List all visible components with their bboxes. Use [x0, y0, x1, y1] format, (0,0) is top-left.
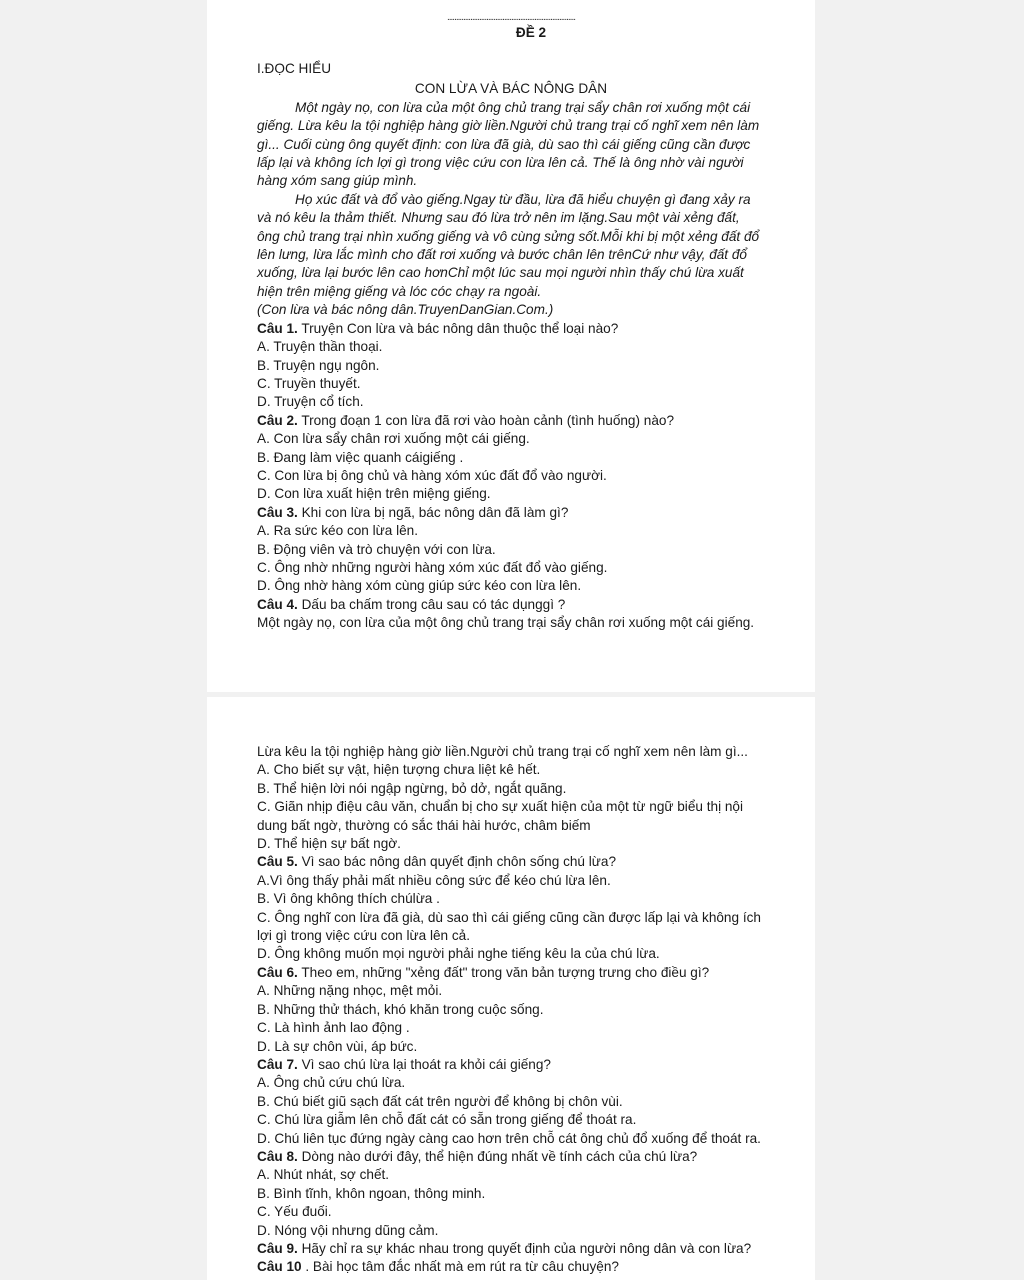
exam-code: ĐỀ 2	[515, 25, 547, 40]
question-1: Câu 1. Truyện Con lừa và bác nông dân thuộc thể loại nào?	[257, 320, 619, 336]
question-8: Câu 8. Dòng nào dưới đây, thể hiện đúng nhất về tính cách của chú lừa?	[257, 1148, 698, 1164]
q3-option-b: B. Động viên và trò chuyện với con lừa.	[257, 541, 496, 557]
q5-option-c: C. Ông nghĩ con lừa đã già, dù sao thì cái giếng cũng cần được lấp lại và không ích lợi gì trong việc cứu con lừa lên cả.	[257, 909, 761, 944]
q5-option-d: D. Ông không muốn mọi người phải nghe tiếng kêu la của chú lừa.	[257, 946, 660, 962]
question-5: Câu 5. Vì sao bác nông dân quyết định chôn sống chú lừa?	[257, 854, 617, 870]
story-source: (Con lừa và bác nông dân.TruyenDanGian.Com.)	[257, 302, 554, 318]
question-7: Câu 7. Vì sao chú lừa lại thoát ra khỏi cái giếng?	[257, 1056, 551, 1072]
q7-option-a: A. Ông chủ cứu chú lừa.	[257, 1075, 406, 1091]
q8-option-b: B. Bình tĩnh, khôn ngoan, thông minh.	[257, 1185, 486, 1201]
question-6: Câu 6. Theo em, những "xẻng đất" trong văn bản tượng trưng cho điều gì?	[257, 964, 710, 980]
q8-option-d: D. Nóng vội nhưng dũng cảm.	[257, 1222, 439, 1238]
story-paragraph-2: Họ xúc đất và đổ vào giếng.Ngay từ đầu, lừa đã hiểu chuyện gì đang xảy ra và nó kêu la thảm thiết. Nhưng sau đó lừa trở nên im lặng.Sau một vài xẻng đất, ông chủ trang trại nhìn xuống giếng và vô cùng sửng sốt.Mỗi khi bị một xẻng đất đổ lên lưng, lừa lắc mình cho đất rơi xuống và bước chân lên trênCứ như vậy, đất đổ xuống, lừa lại bước lên cao hơnChỉ một lúc sau mọi người nhìn thấy chú lừa xuất hiện trên miệng giếng và lóc cóc chạy ra ngoài.	[257, 191, 760, 299]
q6-option-a: A. Những nặng nhọc, mệt mỏi.	[257, 983, 443, 999]
q4-option-d: D. Thể hiện sự bất ngờ.	[257, 836, 401, 852]
q1-option-b: B. Truyện ngụ ngôn.	[257, 357, 380, 373]
q4-sentence-continued: Lừa kêu la tội nghiệp hàng giờ liền.Người chủ trang trại cố nghĩ xem nên làm gì...	[257, 744, 748, 759]
q6-option-c: C. Là hình ảnh lao động .	[257, 1020, 410, 1036]
q3-option-a: A. Ra sức kéo con lừa lên.	[257, 523, 419, 539]
q7-option-b: B. Chú biết giũ sạch đất cát trên người để không bị chôn vùi.	[257, 1093, 623, 1109]
question-3: Câu 3. Khi con lừa bị ngã, bác nông dân đã làm gì?	[257, 504, 569, 520]
question-4: Câu 4. Dấu ba chấm trong câu sau có tác dụnggì ?	[257, 596, 566, 612]
q3-option-d: D. Ông nhờ hàng xóm cùng giúp sức kéo con lừa lên.	[257, 578, 582, 594]
document-page-2	[207, 697, 815, 1280]
q4-option-a: A. Cho biết sự vật, hiện tượng chưa liệt kê hết.	[257, 762, 541, 778]
q2-option-d: D. Con lừa xuất hiện trên miệng giếng.	[257, 486, 491, 502]
q2-option-c: C. Con lừa bị ông chủ và hàng xóm xúc đất đổ vào người.	[257, 467, 607, 483]
section-heading: I.ĐỌC HIỂU	[257, 61, 332, 76]
q5-option-b: B. Vì ông không thích chúlừa .	[257, 891, 440, 907]
q8-option-c: C. Yếu đuối.	[257, 1204, 332, 1220]
q1-option-c: C. Truyền thuyết.	[257, 375, 361, 391]
header-separator: ........................................................................	[446, 14, 576, 22]
question-2: Câu 2. Trong đoạn 1 con lừa đã rơi vào hoàn cảnh (tình huống) nào?	[257, 412, 675, 428]
document-page-1	[207, 0, 815, 692]
q4-option-b: B. Thể hiện lời nói ngập ngừng, bỏ dở, ngắt quãng.	[257, 780, 567, 796]
q5-option-a: A.Vì ông thấy phải mất nhiều công sức để kéo chú lừa lên.	[257, 872, 611, 888]
q8-option-a: A. Nhút nhát, sợ chết.	[257, 1167, 390, 1183]
q1-option-a: A. Truyện thần thoại.	[257, 339, 383, 355]
q3-option-c: C. Ông nhờ những người hàng xóm xúc đất đổ vào giếng.	[257, 559, 608, 575]
q6-option-d: D. Là sự chôn vùi, áp bức.	[257, 1038, 418, 1054]
story-paragraph-1: Một ngày nọ, con lừa của một ông chủ trang trại sẩy chân rơi xuống một cái giếng. Lừa kêu la tội nghiệp hàng giờ liền.Người chủ trang trại cố nghĩ xem nên làm gì... Cuối cùng ông quyết định: con lừa đã già, dù sao thì cái giếng cũng cần được lấp lại và không ích lợi gì trong việc cứu con lừa lên cả. Thế là ông nhờ vài người hàng xóm sang giúp mình.	[257, 99, 760, 189]
question-9: Câu 9. Hãy chỉ ra sự khác nhau trong quyết định của người nông dân và con lừa?	[257, 1240, 752, 1256]
q4-option-c: C. Giãn nhịp điệu câu văn, chuẩn bị cho sự xuất hiện của một từ ngữ biểu thị nội dung bất ngờ, thường có sắc thái hài hước, châm biếm	[257, 799, 744, 833]
q1-option-d: D. Truyện cổ tích.	[257, 394, 364, 410]
question-10: Câu 10 . Bài học tâm đắc nhất mà em rút ra từ câu chuyện?	[257, 1259, 619, 1275]
q2-option-b: B. Đang làm việc quanh cáigiếng .	[257, 449, 464, 465]
q2-option-a: A. Con lừa sẩy chân rơi xuống một cái giếng.	[257, 431, 530, 447]
q6-option-b: B. Những thử thách, khó khăn trong cuộc sống.	[257, 1001, 544, 1017]
q4-sentence: Một ngày nọ, con lừa của một ông chủ trang trại sẩy chân rơi xuống một cái giếng.	[257, 615, 755, 631]
q7-option-c: C. Chú lừa giẫm lên chỗ đất cát có sẵn trong giếng để thoát ra.	[257, 1112, 637, 1128]
story-title: CON LỪA VÀ BÁC NÔNG DÂN	[414, 81, 608, 97]
q7-option-d: D. Chú liên tục đứng ngày càng cao hơn trên chỗ cát ông chủ đổ xuống để thoát ra.	[257, 1130, 761, 1146]
